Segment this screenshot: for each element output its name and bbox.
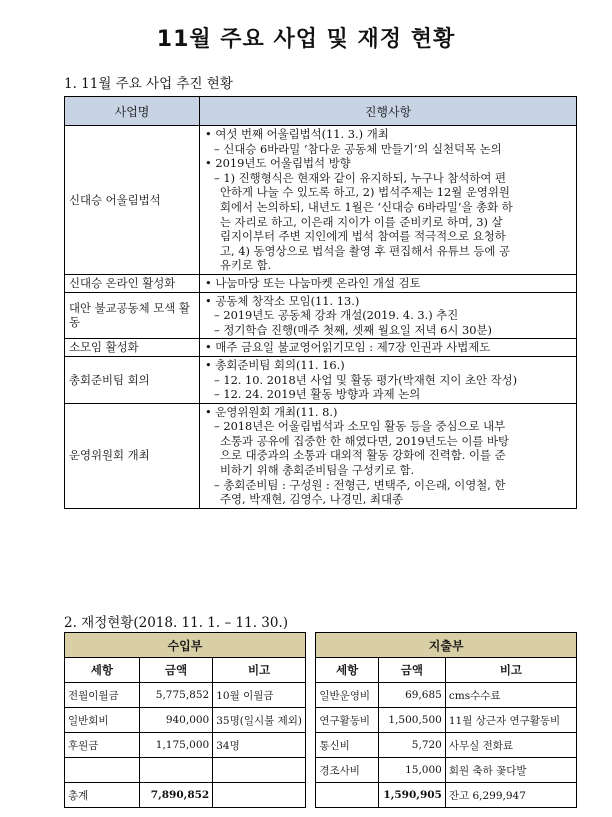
progress-line: 유키로 함. [220,258,272,273]
finance-table [64,632,577,808]
finance-subheader: 비고 [213,658,306,683]
progress-line: – 신대승 6바라밀 ‘참다운 공동체 만들기’의 실천덕목 논의 [214,141,502,156]
progress-line: 비하기 위해 총회준비팀을 구성키로 함. [220,463,415,478]
income-item: 총계 [65,783,140,808]
project-name: 소모임 활성화 [65,339,200,357]
finance-row [65,783,577,808]
expense-item: 일반운영비 [316,683,379,708]
project-progress [200,274,577,292]
expense-item: 연구활동비 [316,708,379,733]
project-row [65,292,577,339]
project-name: 신대승 온라인 활성화 [65,274,200,292]
progress-line: 회에서 논의하되, 내년도 1월은 ‘신대승 6바라밀’을 총화 하 [220,199,513,214]
project-progress [200,403,577,508]
progress-line: • 나눔마당 또는 나눔마켓 온라인 개설 검토 [205,275,421,290]
progress-line: • 매주 금요일 불교영어읽기모임 : 제7장 인권과 사법제도 [205,340,491,355]
progress-line: • 2019년도 어울림법석 방향 [205,156,351,171]
income-item: 일반회비 [65,708,140,733]
progress-line: – 2019년도 공동체 강좌 개설(2019. 4. 3.) 추진 [214,308,459,323]
header-project-name: 사업명 [65,97,200,126]
table-gap [305,683,315,708]
finance-row [65,708,577,733]
project-row [65,339,577,357]
finance-subheader-row [65,658,577,683]
finance-row [65,758,577,783]
table-gap [305,708,315,733]
table-gap [305,733,315,758]
expense-note: 잔고 6,299,947 [445,783,576,808]
project-name: 신대승 어울림법석 [65,126,200,275]
expense-item: 통신비 [316,733,379,758]
progress-line: – 총회준비팀 : 구성원 : 전형근, 변택주, 이은래, 이영철, 한 [214,477,506,492]
income-amount: 940,000 [139,708,212,733]
project-row [65,403,577,508]
project-row [65,274,577,292]
page-title: 11월 주요 사업 및 재정 현황 [156,27,456,52]
progress-line: – 12. 24. 2019년 활동 방향과 과제 논의 [214,387,421,402]
table-gap [305,783,315,808]
expense-amount: 1,500,500 [378,708,445,733]
progress-line: 림지이부터 주변 지인에게 법석 참여를 적극적으로 요청하 [220,229,506,244]
project-progress [200,126,577,275]
finance-subheader: 비고 [445,658,576,683]
income-note [213,758,306,783]
project-row [65,126,577,275]
income-note: 10월 이월금 [213,683,306,708]
expense-amount: 15,000 [378,758,445,783]
expense-header: 지출부 [316,633,577,658]
expense-note: cms수수료 [445,683,576,708]
income-note: 35명(일시불 제외) [213,708,306,733]
table-gap [305,633,315,658]
income-amount: 1,175,000 [139,733,212,758]
project-progress [200,356,577,403]
progress-line: 소통과 공유에 집중한 한 해였다면, 2019년도는 이를 바탕 [220,433,510,448]
project-progress [200,339,577,357]
income-item [65,758,140,783]
income-item: 후원금 [65,733,140,758]
progress-line: • 운영위원회 개최(11. 8.) [205,404,338,419]
progress-line: 는 자리로 하고, 이은래 지이가 이를 준비키로 하며, 3) 살 [220,214,503,229]
progress-line: – 정기학습 진행(매주 첫째, 셋째 월요일 저녁 6시 30분) [214,322,492,337]
progress-line: 주영, 박재현, 김영수, 나경민, 최대종 [220,492,404,507]
expense-item: 경조사비 [316,758,379,783]
progress-line: – 1) 진행형식은 현재와 같이 유지하되, 누구나 참석하여 편 [214,170,507,185]
expense-amount: 5,720 [378,733,445,758]
project-row [65,356,577,403]
project-name: 운영위원회 개최 [65,403,200,508]
progress-line: 으로 대중과의 소통과 대외적 활동 강화에 진력함. 이를 준 [220,448,506,463]
finance-subheader: 세항 [316,658,379,683]
expense-note: 11월 상근자 연구활동비 [445,708,576,733]
finance-subheader: 금액 [378,658,445,683]
expense-amount: 1,590,905 [378,783,445,808]
projects-table [64,96,577,509]
project-name: 총회준비팀 회의 [65,356,200,403]
income-amount: 5,775,852 [139,683,212,708]
table-gap [305,758,315,783]
progress-line: • 공동체 창작소 모임(11. 13.) [205,293,360,308]
income-amount: 7,890,852 [139,783,212,808]
expense-item [316,783,379,808]
progress-line: • 여섯 번째 어울림법석(11. 3.) 개최 [205,127,389,141]
table-gap [305,658,315,683]
progress-line: 고, 4) 동영상으로 법석을 촬영 후 편집해서 유튜브 등에 공 [220,243,510,258]
progress-line: 안하게 나눌 수 있도록 하고, 2) 법석주제는 12월 운영위원 [220,185,510,200]
finance-row [65,683,577,708]
income-header: 수입부 [65,633,306,658]
income-note [213,783,306,808]
header-progress: 진행사항 [200,97,577,126]
expense-note: 회원 축하 꽃다발 [445,758,576,783]
section1-heading: 1. 11월 주요 사업 추진 현황 [64,76,233,92]
progress-line: – 12. 10. 2018년 사업 및 활동 평가(박재현 지이 초안 작성) [214,372,518,387]
income-note: 34명 [213,733,306,758]
income-amount [139,758,212,783]
section2-heading: 2. 재정현황(2018. 11. 1. – 11. 30.) [64,615,289,631]
expense-amount: 69,685 [378,683,445,708]
income-item: 전월이월금 [65,683,140,708]
project-name: 대안 불교공동체 모색 활동 [65,292,200,339]
progress-line: • 총회준비팀 회의(11. 16.) [205,357,345,372]
project-progress [200,292,577,339]
progress-line: – 2018년은 어울림법석과 소모임 활동 등을 중심으로 내부 [214,419,506,434]
finance-subheader: 세항 [65,658,140,683]
finance-row [65,733,577,758]
expense-note: 사무실 전화료 [445,733,576,758]
finance-subheader: 금액 [139,658,212,683]
